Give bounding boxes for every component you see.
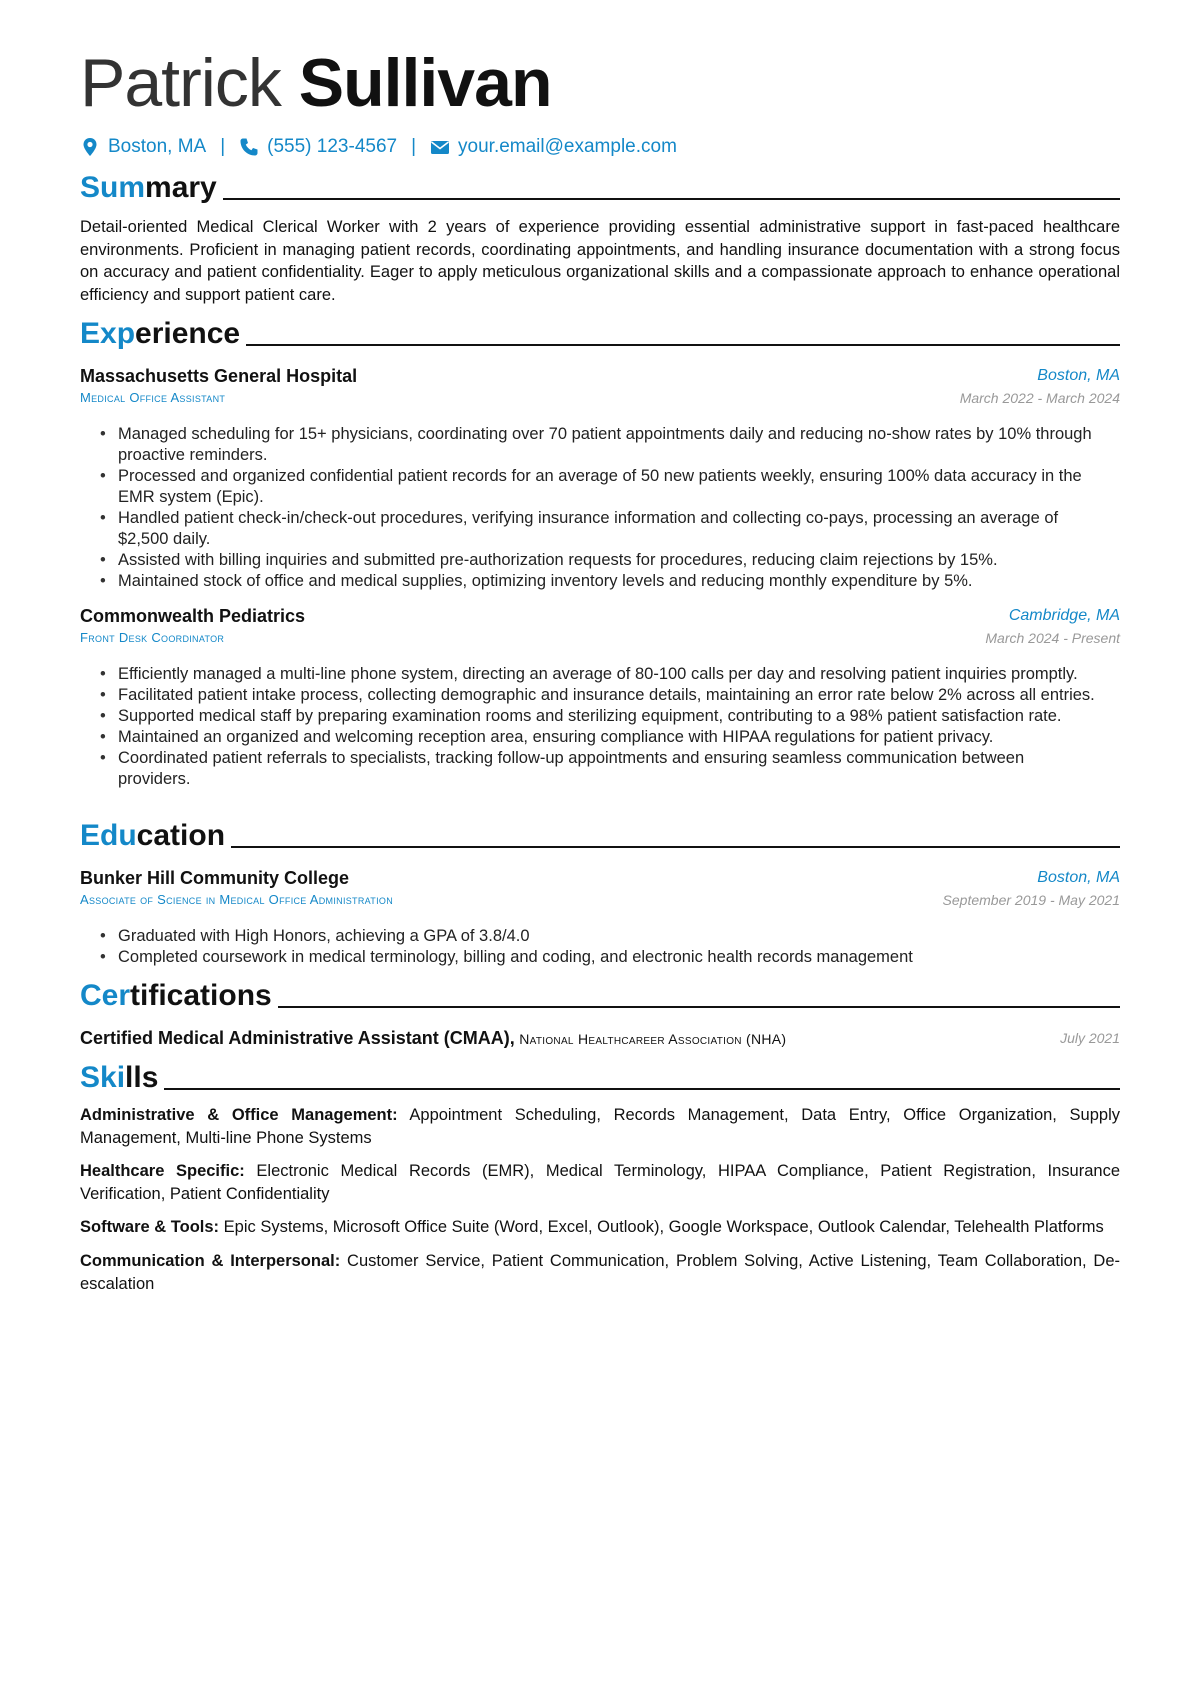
bullet-item: • Supported medical staff by preparing examination rooms and sterilizing equipment, contributing to a 98% patient satisfaction rate. [100,706,1100,727]
skill-group [80,1104,1120,1149]
bullet-item: • Efficiently managed a multi-line phone system, directing an average of 80-100 calls per day and resolving patient inquiries promptly. [100,664,1100,685]
skill-group-text: Electronic Medical Records (EMR), Medical Terminology, HIPAA Compliance, Patient Registration, Insurance Verification, Patient Confidentiality [80,1162,1120,1203]
skill-group [80,1250,1120,1295]
bullet-item: • Assisted with billing inquiries and submitted pre-authorization requests for procedures, reducing claim rejections by 15%. [100,550,1100,571]
candidate-name [80,38,551,128]
email-link[interactable]: your.email@example.com [458,136,677,157]
skill-group-label: Healthcare Specific: [80,1162,245,1180]
summary-text: Detail-oriented Medical Clerical Worker with 2 years of experience providing essential administrative support in fast-paced healthcare environments. Proficient in managing patient records, coordinating appointments, and handling insurance documentation with a strong focus on accuracy and patient confidentiality. Eager to apply meticulous organizational skills and a compassionate approach to enhance operational efficiency and support patient care. [80,218,1120,304]
job-bullets [100,424,1100,592]
skill-group-label: Administrative & Office Management: [80,1106,398,1124]
certification-name: Certified Medical Administrative Assistant (CMAA) [80,1028,510,1048]
section-rule [246,344,1120,346]
school-name: Bunker Hill Community College [80,868,350,888]
experience-title-highlight: Exp [80,317,136,350]
skills-heading [80,1060,1120,1096]
certification-issuer: National Healthcareer Association (NHA) [519,1031,787,1047]
certification-date: July 2021 [1060,1030,1120,1046]
bullet-item: • Coordinated patient referrals to specialists, tracking follow-up appointments and ensuring seamless communication between providers. [100,748,1100,790]
bullet-item: • Completed coursework in medical terminology, billing and coding, and electronic health records management [100,947,1100,968]
bullet-item: • Graduated with High Honors, achieving a GPA of 3.8/4.0 [100,926,1100,947]
job-location: Boston, MA [1037,367,1120,384]
education-title-highlight: Edu [80,819,137,852]
summary-title-rest: mary [145,171,217,204]
bullet-item: • Handled patient check-in/check-out procedures, verifying insurance information and collecting co-pays, processing an average of $2,500 daily. [100,508,1100,550]
bullet-item: • Maintained stock of office and medical supplies, optimizing inventory levels and reducing monthly expenditure by 5%. [100,571,1100,592]
last-name: Sullivan [298,45,552,121]
certification-entry [80,1026,1120,1052]
phone-icon [239,137,259,157]
certifications-title-highlight: Cer [80,979,131,1012]
school-location: Boston, MA [1037,869,1120,886]
degree-name: Associate of Science in Medical Office Administration [80,892,393,907]
experience-heading [80,316,1120,352]
education-bullets [100,926,1100,968]
phone-text: (555) 123-4567 [267,136,398,157]
section-rule [231,846,1120,848]
skills-title-rest: lls [125,1061,159,1094]
skills-title-highlight: Ski [80,1061,126,1094]
summary-heading [80,170,1120,206]
bullet-item: • Processed and organized confidential patient records for an average of 50 new patients weekly, ensuring 100% data accuracy in the EMR system (Epic). [100,466,1100,508]
skill-group-text: Customer Service, Patient Communication, Problem Solving, Active Listening, Team Collaboration, De-escalation [80,1252,1120,1293]
envelope-icon [430,137,450,157]
education-heading [80,818,1120,854]
bullet-item: • Managed scheduling for 15+ physicians, coordinating over 70 patient appointments daily and reducing no-show rates by 10% through proactive reminders. [100,424,1100,466]
contact-separator: | [411,136,417,157]
map-marker-icon [80,137,100,157]
certification-separator: , [509,1028,515,1048]
skill-group-label: Software & Tools: [80,1218,220,1236]
contact-line [80,134,677,160]
skill-group-label: Communication & Interpersonal: [80,1252,341,1270]
section-rule [278,1006,1120,1008]
job-role: Medical Office Assistant [80,390,226,405]
first-name: Patrick [80,45,281,121]
certifications-heading [80,978,1120,1014]
job-date: March 2024 - Present [985,630,1120,646]
bullet-item: • Facilitated patient intake process, collecting demographic and insurance details, maintaining an error rate below 2% across all entries. [100,685,1100,706]
section-rule [223,198,1120,200]
section-rule [164,1088,1120,1090]
skill-group-text: Appointment Scheduling, Records Management, Data Entry, Office Organization, Supply Management, Multi-line Phone Systems [80,1106,1120,1147]
certifications-title-rest: tifications [130,979,272,1012]
skill-group [80,1216,1120,1239]
contact-separator: | [220,136,226,157]
job-organization: Commonwealth Pediatrics [80,606,306,626]
job-location: Cambridge, MA [1008,607,1120,624]
education-date: September 2019 - May 2021 [942,892,1120,908]
job-organization: Massachusetts General Hospital [80,366,358,386]
location-text: Boston, MA [108,136,207,157]
summary-title-highlight: Sum [80,171,146,204]
skill-group-text: Epic Systems, Microsoft Office Suite (Word, Excel, Outlook), Google Workspace, Outlook Calendar, Telehealth Platforms [223,1218,1104,1236]
job-role: Front Desk Coordinator [80,630,225,645]
bullet-item: • Maintained an organized and welcoming reception area, ensuring compliance with HIPAA regulations for patient privacy. [100,727,1100,748]
education-title-rest: cation [136,819,226,852]
skill-group [80,1160,1120,1205]
job-bullets [100,664,1100,790]
job-date: March 2022 - March 2024 [959,390,1120,406]
experience-title-rest: erience [135,317,241,350]
